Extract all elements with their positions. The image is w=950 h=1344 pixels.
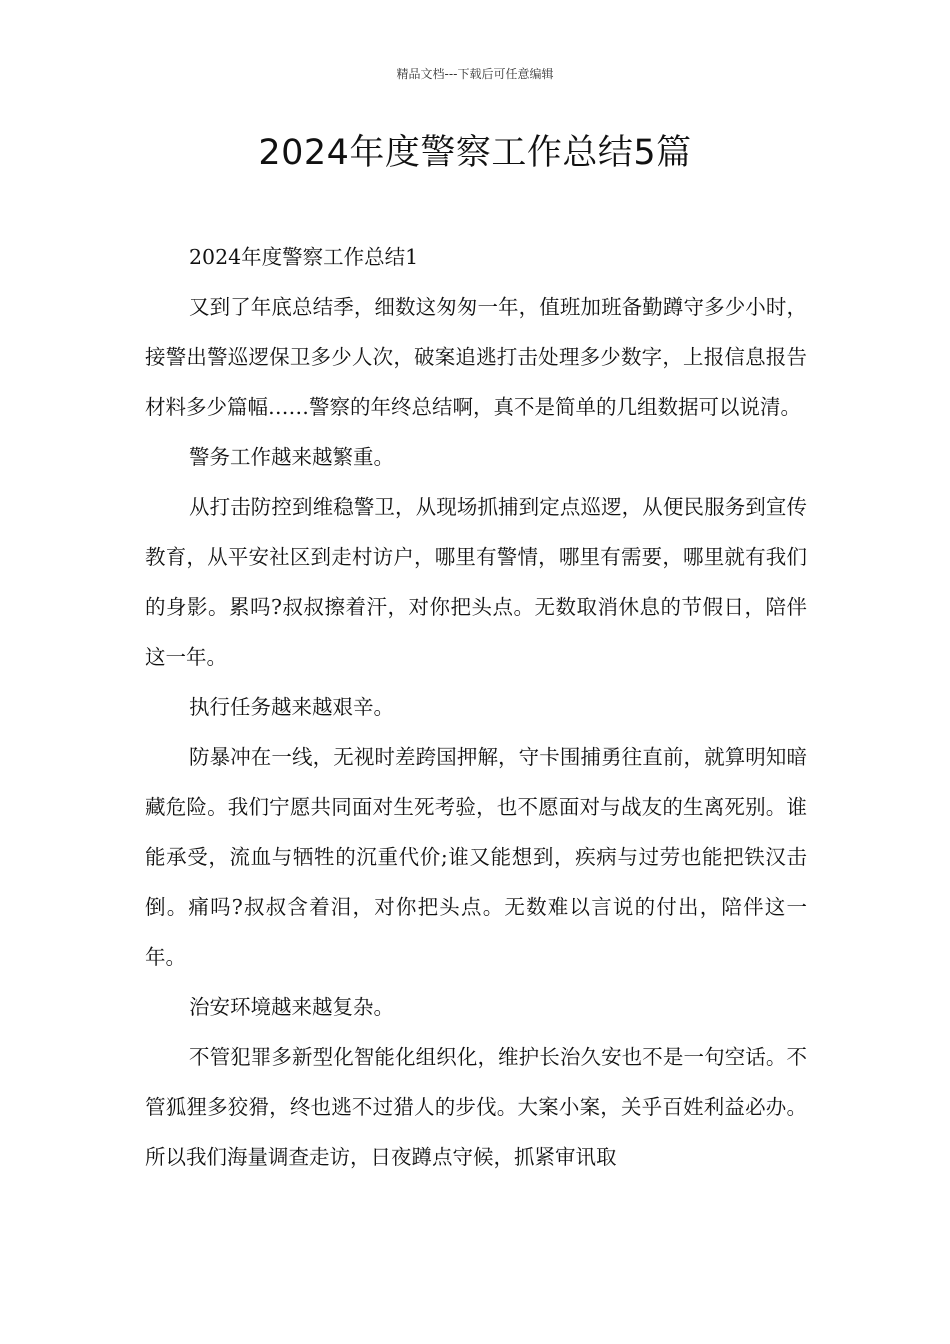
section-heading: 2024年度警察工作总结1	[189, 245, 419, 269]
body-paragraph: 不管犯罪多新型化智能化组织化，维护长治久安也不是一句空话。不管狐狸多狡猾，终也逃不过猎人的步伐。大案小案，关乎百姓利益必办。所以我们海量调查走访，日夜蹲点守候，抓紧审讯取	[145, 1045, 807, 1169]
body-paragraph: 又到了年底总结季，细数这匆匆一年，值班加班备勤蹲守多少小时，接警出警巡逻保卫多少人次，破案追逃打击处理多少数字，上报信息报告材料多少篇幅……警察的年终总结啊，真不是简单的几组数据可以说清。	[145, 295, 807, 419]
section-subheading: 执行任务越来越艰辛。	[189, 695, 394, 719]
section-subheading: 警务工作越来越繁重。	[189, 445, 394, 469]
section-subheading: 治安环境越来越复杂。	[189, 995, 394, 1019]
document-title: 2024年度警察工作总结5篇	[258, 133, 692, 173]
header-note: 精品文档---下载后可任意编辑	[396, 67, 554, 81]
body-paragraph: 从打击防控到维稳警卫，从现场抓捕到定点巡逻，从便民服务到宣传教育，从平安社区到走村访户，哪里有警情，哪里有需要，哪里就有我们的身影。累吗?叔叔擦着汗，对你把头点。无数取消休息的节假日，陪伴这一年。	[145, 495, 807, 669]
document-body	[145, 232, 807, 1182]
body-paragraph: 防暴冲在一线，无视时差跨国押解，守卡围捕勇往直前，就算明知暗藏危险。我们宁愿共同面对生死考验，也不愿面对与战友的生离死别。谁能承受，流血与牺牲的沉重代价;谁又能想到，疾病与过劳也能把铁汉击倒。痛吗?叔叔含着泪，对你把头点。无数难以言说的付出，陪伴这一年。	[145, 745, 807, 969]
